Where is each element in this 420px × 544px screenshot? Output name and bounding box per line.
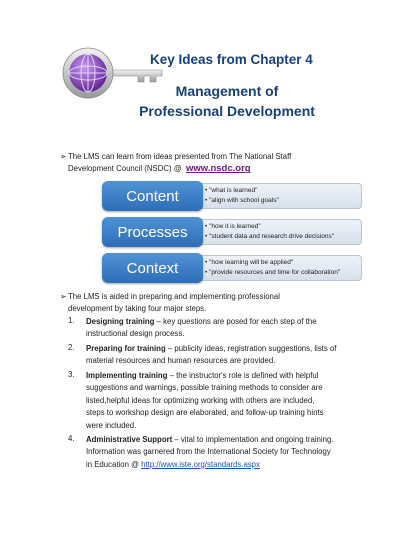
processes-points: • "how it is learned" • "student data and research drive decisions" (198, 219, 362, 245)
diagram-row-context (102, 253, 362, 283)
intro-text: The LMS can learn from ideas presented from The National Staff Development Council (NSDC) @ www.nsdc.org (68, 152, 292, 175)
processes-label: Processes (102, 217, 203, 247)
step-number: 4. (68, 434, 75, 443)
step-preparing-training: Preparing for training – publicity ideas, registration suggestions, lists of material resources and human resources are provided. (86, 344, 337, 366)
context-label: Context (102, 253, 203, 283)
steps-intro-text: The LMS is aided in preparing and implementing professional development by taking four major steps. (68, 292, 280, 314)
step-number: 3. (68, 370, 75, 379)
step-designing-training: Designing training – key questions are posed for each step of the instructional design process. (86, 317, 317, 339)
page-subtitle: Management of Professional Development (139, 83, 315, 119)
context-points: • "how learning will be applied" • "provide resources and time for collaboration" (198, 255, 362, 281)
arrow-bullet-icon: ➢ (60, 292, 67, 301)
step-implementing-training: Implementing training – the instructor's role is defined with helpful suggestions and warnings, possible training methods to consider are listed,helpful ideas for optimizing working with others are included, steps to workshop design are elaborated, and follow-up training hints were included. (86, 371, 324, 430)
nsdc-link[interactable]: www.nsdc.org (186, 163, 251, 175)
arrow-bullet-icon: ➢ (60, 152, 67, 161)
iste-link[interactable]: http://www.iste.org/standards.aspx (141, 459, 260, 469)
diagram-row-content (102, 181, 362, 211)
step-number: 2. (68, 343, 75, 352)
content-label: Content (102, 181, 203, 211)
step-administrative-support: Administrative Support – vital to implementation and ongoing training. Information was garnered from the International Society for Technology in Education @ http://www.iste.org/standards.aspx (86, 435, 334, 469)
diagram-row-processes (102, 217, 362, 247)
step-number: 1. (68, 316, 75, 325)
content-points: • "what is learned" • "align with school goals" (198, 183, 362, 209)
page-title: Key Ideas from Chapter 4 (150, 52, 313, 67)
